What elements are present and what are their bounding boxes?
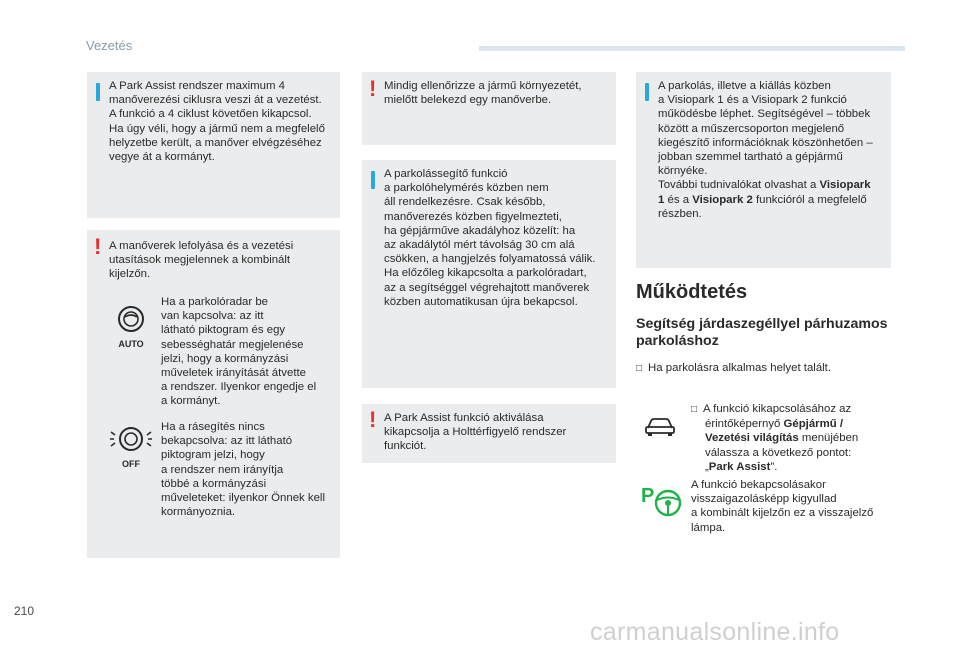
info-box-park-assist-cycles (87, 72, 340, 218)
bullet-item (636, 361, 896, 376)
text-line: Ha úgy véli, hogy a jármű nem a megfelelő (109, 122, 325, 135)
text-line: kiegészítő információknak köszönhetően – (658, 136, 873, 149)
bullet-text: Ha parkolásra alkalmas helyet talált. (648, 362, 832, 374)
info-icon (645, 83, 649, 101)
text-line: funkciót. (384, 440, 427, 453)
info-icon (371, 171, 375, 189)
header-bar (479, 46, 905, 51)
text-line: áll rendelkezésre. Csak később, (384, 196, 546, 209)
text-line: manőverezés közben figyelmezteti, (384, 210, 562, 223)
text-line: látható piktogram és egy (161, 324, 286, 337)
visiopark-2-bold: Visiopark 2 (692, 193, 753, 206)
text-line: bekapcsolva: az itt látható (161, 435, 293, 448)
text-span: ”. (770, 460, 778, 473)
text-line: a Visiopark 1 és a Visiopark 2 funkció (658, 94, 847, 107)
text-line: vegye át a kormányt. (109, 151, 215, 164)
text-line: manőverezési ciklusra veszi át a vezetést. (109, 94, 322, 107)
text-line: működésbe léphet. Segítségével – többek (658, 108, 871, 121)
text-line: válassza a következő pontot: (705, 446, 852, 459)
text-line: csökken, a hangjelzés folyamatossá válik. (384, 253, 596, 266)
text-span: A funkció kikapcsolásához az (703, 403, 852, 415)
text-span: és a (664, 193, 693, 206)
text-line: piktogram jelzi, hogy (161, 449, 265, 462)
text-line: kormányoznia. (161, 506, 236, 519)
text-line: Ha a rásegítés nincs (161, 421, 265, 433)
text-line: A Park Assist rendszer maximum 4 (109, 80, 285, 92)
subsection-title: Segítség járdaszegéllyel párhuzamos parkoláshoz (636, 316, 888, 349)
watermark: carmanualsonline.info (590, 618, 840, 646)
warning-icon: ! (369, 76, 377, 101)
text-line: az a segítséggel végrehajtott manőverek (384, 281, 590, 294)
text-line: többé a kormányzási (161, 477, 267, 490)
text-line: ha gépjárműve akadályhoz közelít: ha (384, 224, 576, 237)
text-line: A parkolás, illetve a kiállás közben (658, 80, 831, 92)
text-line: műveleteket: ilyenkor Önnek kell (161, 492, 325, 505)
text-line: a parkolóhelymérés közben nem (384, 182, 549, 195)
warning-icon: ! (94, 234, 102, 259)
text-line: részben. (658, 207, 702, 220)
text-span: menüjében (798, 432, 859, 445)
park-assist-bold: Park Assist (708, 460, 771, 473)
text-span: érintőképernyő (705, 418, 784, 431)
page-number: 210 (14, 604, 35, 618)
text-line: műveletek irányítását átvette (161, 367, 306, 380)
bullet-square-icon: □ (636, 363, 643, 374)
text-line: A parkolássegítő funkció (384, 168, 508, 180)
text-line: a rendszer. Ilyenkor engedje el (161, 381, 317, 394)
warning-box-check-surroundings (362, 72, 616, 145)
car-item-text (691, 402, 896, 474)
warning-box-display-instructions (87, 230, 340, 558)
text-line: A funkció a 4 ciklust követően kikapcsol. (109, 108, 312, 121)
off-label: OFF (122, 459, 140, 469)
text-line: sebességhatár megjelenése (161, 338, 304, 351)
text-line: visszaigazolásképp kigyullad (691, 493, 837, 506)
text-line: az akadálytól mért távolság 30 cm alá (384, 239, 575, 252)
park-assist-lamp-icon (640, 482, 684, 518)
text-line: utasítások megjelennek a kombinált (109, 254, 291, 267)
text-line: Ha a parkolóradar be (161, 296, 269, 308)
text-line: jelzi, hogy a kormányzási (161, 352, 289, 365)
text-line: A manőverek lefolyása és a vezetési (109, 240, 294, 252)
text-span: További tudnivalókat olvashat a (658, 179, 820, 192)
steering-off-icon (109, 424, 153, 468)
text-line: van kapcsolva: az itt (161, 310, 264, 323)
text-line: lámpa. (691, 521, 726, 534)
text-line: A funkció bekapcsolásakor (691, 479, 826, 491)
steering-auto-icon (111, 304, 151, 348)
text-line: jobban szemmel tartható a gépjármű (658, 151, 843, 164)
bullet-square-icon: □ (691, 404, 698, 415)
info-icon (96, 83, 100, 101)
text-line: kikapcsolja a Holttérfigyelő rendszer (384, 426, 567, 439)
section-title: Működtetés (636, 281, 748, 303)
info-box-parking-sensor (362, 160, 616, 388)
visiopark-1-bold: 1 (658, 193, 665, 206)
section-header-title: Vezetés (86, 38, 133, 53)
text-span: funkcióról a megfelelő (752, 193, 867, 206)
svg-text:P: P (641, 485, 655, 507)
auto-label: AUTO (118, 339, 144, 349)
text-line: A Park Assist funkció aktiválása (384, 412, 544, 424)
text-line: kijelzőn. (109, 268, 151, 281)
text-line (658, 178, 890, 192)
text-line: környéke. (658, 165, 708, 178)
text-line (658, 193, 890, 207)
text-line: Mindig ellenőrizze a jármű környezetét, (384, 80, 582, 92)
info-box-visiopark (636, 72, 891, 268)
menu-name-bold: Gépjármű / (783, 418, 844, 431)
text-line: a kombinált kijelzőn ez a visszajelző (691, 507, 874, 520)
text-line: a rendszer nem irányítja (161, 463, 284, 476)
car-icon (644, 413, 676, 437)
text-line: mielőtt belekezd egy manőverbe. (384, 94, 552, 107)
text-span: „ (705, 460, 709, 473)
menu-name-bold: Vezetési világítás (705, 432, 799, 445)
text-line: a kormányt. (161, 395, 221, 408)
text-line: helyzetbe került, a manőver elvégzéséhez (109, 136, 322, 149)
warning-box-blind-spot (362, 404, 616, 463)
text-line: között a műszercsoporton megjelenő (658, 122, 845, 135)
p-item-text (691, 478, 896, 535)
text-line: Ha előzőleg kikapcsolta a parkolóradart, (384, 267, 587, 280)
text-line: közben automatikusan újra bekapcsol. (384, 295, 578, 308)
warning-icon: ! (369, 407, 377, 432)
visiopark-bold: Visiopark (819, 179, 871, 192)
